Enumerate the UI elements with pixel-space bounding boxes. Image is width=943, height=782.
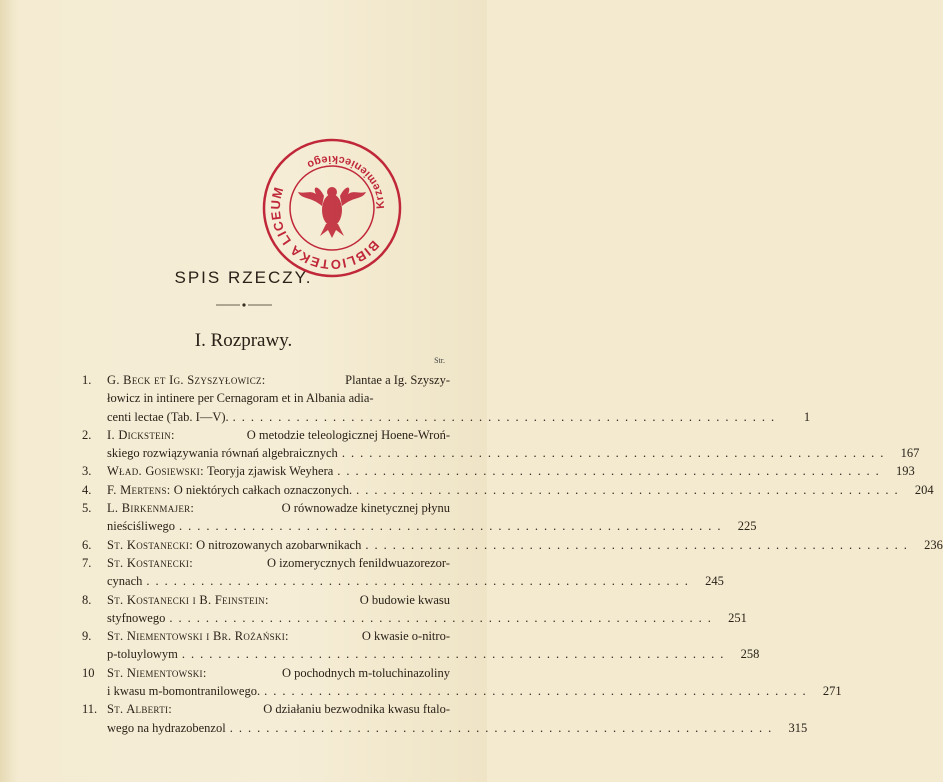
toc-entry-line	[107, 499, 450, 517]
toc-entry-title: O izomerycznych fenildwuazorezor-	[266, 555, 450, 570]
toc-entry-title: centi lectae (Tab. I—V).	[107, 409, 229, 424]
toc-entry-line	[107, 426, 450, 444]
toc-entry-title: O pochodnych m-toluchinazoliny	[281, 665, 450, 680]
toc-entry-title: Teoryja zjawisk Weyhera	[206, 464, 334, 479]
toc-leader-dots: ............................................................	[341, 446, 890, 461]
table-of-contents	[82, 371, 943, 737]
toc-entry-author: L. Birkenmajer:	[107, 501, 195, 516]
toc-entry-line	[107, 444, 920, 462]
toc-leader-dots: ............................................................	[146, 574, 694, 589]
toc-entry	[82, 554, 724, 591]
toc-entry-author: St. Niementowski:	[107, 665, 207, 680]
toc-entry-title: łowicz in intinere per Cernagoram et in Albania adia-	[107, 391, 374, 406]
toc-entry-page: 225	[737, 519, 757, 534]
toc-entry-title: O metodzie teleologicznej Hoene-Wroń-	[246, 427, 450, 442]
toc-entry-author: G. Beck et Ig. Szyszyłowicz:	[107, 373, 266, 387]
toc-entry-author: St. Niementowski i Br. Rożański:	[107, 629, 289, 644]
toc-entry-title: styfnowego	[107, 610, 166, 625]
toc-entry-author: F. Mertens:	[107, 482, 171, 497]
toc-entry-author: St. Alberti:	[107, 702, 173, 717]
toc-entry-line	[107, 554, 450, 572]
toc-leader-dots: ............................................................	[181, 647, 730, 662]
toc-entry-line	[107, 389, 450, 407]
toc-entry	[82, 499, 757, 536]
toc-leader-dots: ............................................................	[365, 537, 913, 552]
toc-entry-number: 9.	[82, 629, 92, 644]
toc-entry-line	[107, 572, 724, 590]
toc-entry-number: 4.	[82, 482, 92, 497]
toc-leader-dots: ............................................................	[264, 684, 812, 699]
stamp-top-text: BIBLIOTEKA LICEUM	[267, 184, 383, 273]
toc-entry	[82, 481, 934, 499]
toc-entry-number: 2.	[82, 427, 92, 442]
library-stamp	[258, 134, 406, 282]
svg-text:Krzemienieckiego	[301, 136, 401, 214]
toc-entry	[82, 591, 747, 628]
section-heading: I. Rozprawy.	[194, 330, 293, 351]
toc-entry	[82, 462, 915, 480]
toc-entry-page: 258	[740, 647, 760, 662]
toc-entry-page: 204	[914, 482, 934, 497]
toc-entry-line	[107, 664, 450, 682]
toc-entry-author: St. Kostanecki:	[107, 537, 193, 552]
toc-entry-line	[107, 719, 808, 737]
toc-entry-title: O budowie kwasu	[359, 592, 450, 607]
toc-entry-number: 3.	[82, 464, 92, 479]
toc-entry-title: i kwasu m-bomontranilowego.	[107, 684, 261, 699]
toc-entry-line	[107, 591, 450, 609]
toc-leader-dots: ............................................................	[169, 610, 717, 625]
toc-entry-title: skiego rozwiązywania równań algebraicznych	[107, 446, 338, 461]
toc-entry-title: wego na hydrazobenzol	[107, 720, 226, 735]
toc-entry-title: Plantae a Ig. Szyszy-	[345, 373, 450, 387]
toc-entry	[82, 426, 920, 463]
toc-entry-number: 7.	[82, 555, 92, 570]
toc-entry-line	[107, 536, 943, 554]
toc-entry-title: O kwasie o-nitro-	[361, 629, 450, 644]
toc-entry-page: 1	[803, 409, 811, 424]
toc-entry-line	[107, 609, 747, 627]
toc-leader-dots: ............................................................	[229, 720, 778, 735]
toc-entry-line	[107, 700, 450, 718]
toc-entry-number: 8.	[82, 592, 92, 607]
toc-leader-dots: ............................................................	[337, 464, 885, 479]
toc-entry-line	[107, 481, 934, 499]
eagle-icon	[298, 187, 366, 238]
toc-entry-line	[107, 645, 760, 663]
toc-entry-page: 315	[788, 720, 808, 735]
toc-entry-title: cynach	[107, 574, 143, 589]
toc-entry-author: St. Kostanecki:	[107, 555, 193, 570]
toc-entry-line	[107, 371, 450, 389]
toc-entry	[82, 700, 808, 737]
toc-entry-page: 167	[900, 446, 920, 461]
toc-entry-page: 236	[924, 537, 943, 552]
toc-leader-dots: ............................................................	[179, 519, 727, 534]
toc-entry	[82, 371, 811, 426]
toc-entry-line	[107, 517, 757, 535]
page-title: SPIS RZECZY.	[174, 268, 313, 287]
toc-leader-dots: ............................................................	[356, 482, 904, 497]
toc-entry-title: p-toluylowym	[107, 647, 178, 662]
toc-entry-title: O niektórych całkach oznaczonych.	[173, 482, 353, 497]
toc-entry-line	[107, 462, 915, 480]
toc-entry-author: Wład. Gosiewski:	[107, 464, 204, 479]
page-column-label: Str.	[434, 356, 445, 365]
toc-entry-page: 271	[822, 684, 842, 699]
toc-entry-page: 193	[896, 464, 915, 479]
toc-entry	[82, 627, 760, 664]
toc-entry-number: 5.	[82, 501, 92, 516]
toc-entry-title: nieściśliwego	[107, 519, 176, 534]
toc-entry	[82, 664, 842, 701]
toc-entry-author: I. Dickstein:	[107, 427, 175, 442]
toc-entry-author: St. Kostanecki i B. Feinstein:	[107, 592, 269, 607]
toc-leader-dots: ............................................................	[232, 409, 781, 424]
toc-entry-line	[107, 682, 842, 700]
toc-entry-title: O działaniu bezwodnika kwasu ftalo-	[263, 702, 450, 717]
toc-entry-line	[107, 627, 450, 645]
toc-entry-page: 251	[728, 610, 747, 625]
toc-entry-number: 6.	[82, 537, 92, 552]
toc-entry	[82, 536, 943, 554]
toc-entry-page: 245	[705, 574, 724, 589]
divider-ornament	[214, 301, 274, 309]
toc-entry-title: O nitrozowanych azobarwnikach	[196, 537, 362, 552]
toc-entry-line	[107, 408, 811, 426]
stamp-bottom-text: Krzemienieckiego	[304, 152, 388, 210]
toc-entry-title: O równowadze kinetycznej płynu	[281, 501, 450, 516]
toc-entry-number: 1.	[82, 373, 92, 387]
toc-entry-number: 10	[82, 665, 95, 680]
toc-entry-number: 11.	[82, 702, 98, 717]
